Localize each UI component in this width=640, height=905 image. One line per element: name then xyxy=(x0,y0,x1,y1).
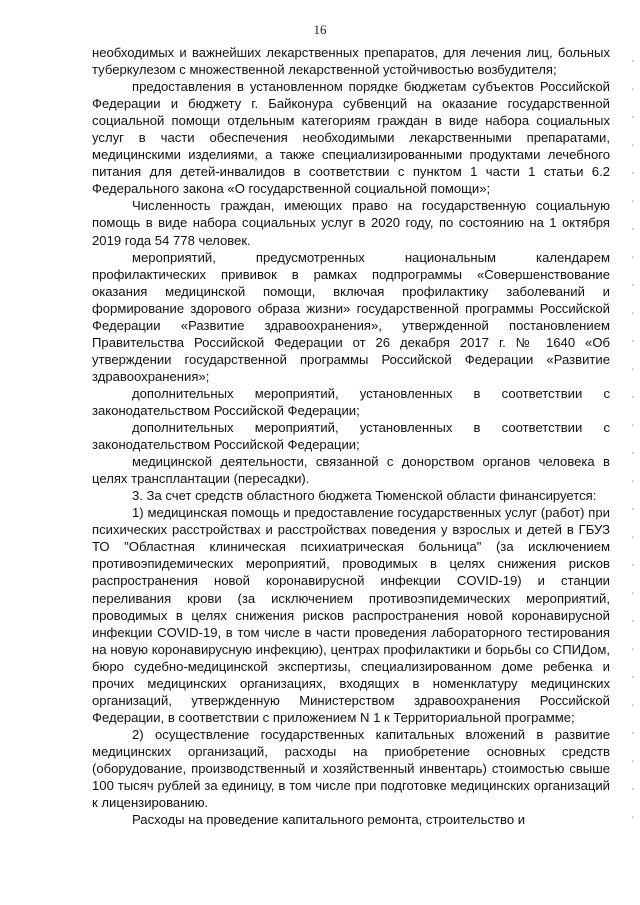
paragraph: необходимых и важнейших лекарственных препаратов, для лечения лиц, больных туберкулезом с множественной лекарственной устойчивостью возбудителя; xyxy=(92,45,610,78)
paragraph: Численность граждан, имеющих право на государственную социальную помощь в виде набора социальных услуг в 2020 году, по состоянию на 1 октября 2019 года 54 778 человек. xyxy=(92,198,610,248)
document-body xyxy=(92,44,610,828)
paragraph: 1) медицинская помощь и предоставление государственных услуг (работ) при психических расстройствах и расстройствах поведения у взрослых и детей в ГБУЗ ТО "Областная клиническая психиатрическая больница" (за исключением противоэпидемических мероприятий, проводимых в целях снижения рисков распространения новой коронавирусной инфекции COVID-19) и станции переливания крови (за исключением противоэпидемических мероприятий, проводимых в целях снижения рисков распространения новой коронавирусной инфекции COVID-19, в том числе в части проведения лабораторного тестирования на новую коронавирусную инфекцию), центрах профилактики и борьбы со СПИДом, бюро судебно-медицинской экспертизы, специализированном доме ребенка и прочих медицинских организациях, входящих в номенклатуру медицинских организаций, утвержденную Министерством здравоохранения Российской Федерации, в соответствии с приложением N 1 к Территориальной программе; xyxy=(92,505,610,725)
paragraph: предоставления в установленном порядке бюджетам субъектов Российской Федерации и бюджету г. Байконура субвенций на оказание государственной социальной помощи отдельным категориям граждан в виде набора социальных услуг в части обеспечения необходимыми лекарственными препаратами, медицинскими изделиями, а также специализированными продуктами лечебного питания для детей-инвалидов в соответствии с пунктом 1 части 1 статьи 6.2 Федерального закона «О государственной социальной помощи»; xyxy=(92,79,610,197)
paragraph: Расходы на проведение капитального ремонта, строительство и xyxy=(132,812,526,828)
paragraph: мероприятий, предусмотренных национальным календарем профилактических прививок в рамках подпрограммы «Совершенствование оказания медицинской помощи, включая профилактику заболеваний и формирование здорового образа жизни» государственной программы Российской Федерации «Развитие здравоохранения», утвержденной постановлением Правительства Российской Федерации от 26 декабря 2017 г. № 1640 «Об утверждении государственной программы Российской Федерации «Развитие здравоохранения»; xyxy=(92,249,610,384)
paragraph: 3. За счет средств областного бюджета Тюменской области финансируется: xyxy=(132,488,597,504)
paragraph: дополнительных мероприятий, установленных в соответствии с законодательством Российской Федерации; xyxy=(92,385,610,418)
paragraph: медицинской деятельности, связанной с донорством органов человека в целях трансплантации (пересадки). xyxy=(92,454,610,487)
page-number: 16 xyxy=(313,22,327,37)
scan-edge-marks xyxy=(632,60,634,820)
paragraph: дополнительных мероприятий, установленных в соответствии с законодательством Российской Федерации; xyxy=(92,420,610,453)
paragraph: 2) осуществление государственных капитальных вложений в развитие медицинских организаций, расходы на приобретение основных средств (оборудование, производственный и хозяйственный инвентарь) стоимостью свыше 100 тысяч рублей за единицу, в том числе при подготовке медицинских организаций к лицензированию. xyxy=(92,726,610,811)
